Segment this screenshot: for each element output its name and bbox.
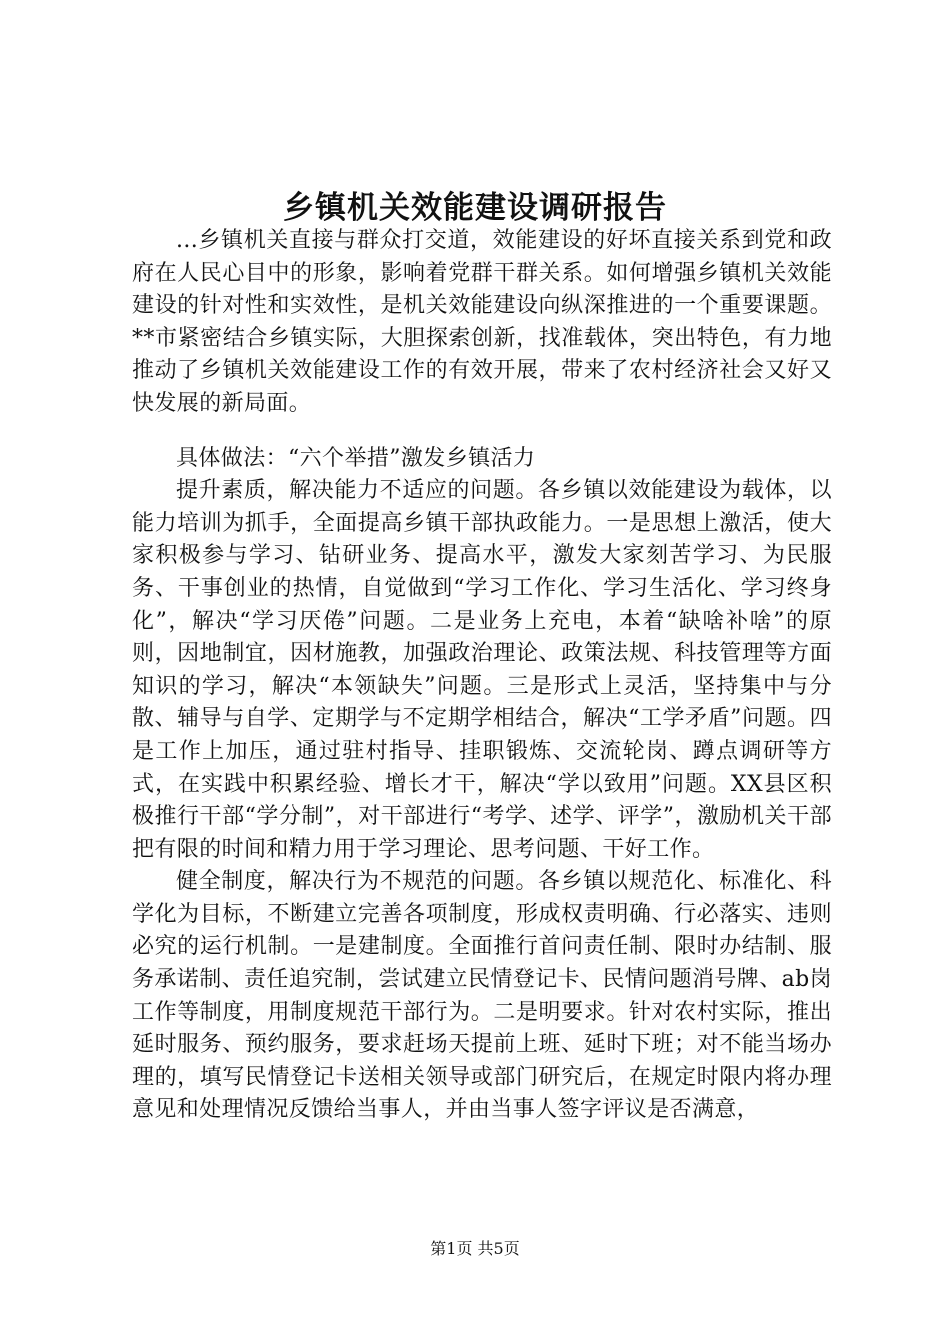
section-heading: 具体做法：“六个举措”激发乡镇活力 [176,445,536,471]
document-title: 乡镇机关效能建设调研报告 [283,190,667,226]
body-paragraph-system: 健全制度，解决行为不规范的问题。各乡镇以规范化、标准化、科学化为目标，不断建立完善各项制度，形成权责明确、行必落实、违则必究的运行机制。一是建制度。全面推行首问责任制、限时办结制、服务承诺制、责任追究制，尝试建立民情登记卡、民情问题消号牌、ab岗工作等制度，用制度规范干部行为。二是明要求。针对农村实际，推出延时服务、预约服务，要求赶场天提前上班、延时下班；对不能当场办理的，填写民情登记卡送相关领导或部门研究后，在规定时限内将办理意见和处理情况反馈给当事人，并由当事人签字评议是否满意， [132,869,833,1123]
document-body [132,225,832,1127]
intro-paragraph: ...乡镇机关直接与群众打交道，效能建设的好坏直接关系到党和政府在人民心目中的形象，影响着党群干群关系。如何增强乡镇机关效能建设的针对性和实效性，是机关效能建设向纵深推进的一个重要课题。**市紧密结合乡镇实际，大胆探索创新，找准载体，突出特色，有力地推动了乡镇机关效能建设工作的有效开展，带来了农村经济社会又好又快发展的新局面。 [132,228,832,416]
body-paragraph-quality: 提升素质，解决能力不适应的问题。各乡镇以效能建设为载体，以能力培训为抓手，全面提高乡镇干部执政能力。一是思想上激活，使大家积极参与学习、钻研业务、提高水平，激发大家刻苦学习、为民服务、干事创业的热情，自觉做到“学习工作化、学习生活化、学习终身化”，解决“学习厌倦”问题。二是业务上充电，本着“缺啥补啥”的原则，因地制宜，因材施教，加强政治理论、政策法规、科技管理等方面知识的学习，解决“本领缺失”问题。三是形式上灵活，坚持集中与分散、辅导与自学、定期学与不定期学相结合，解决“工学矛盾”问题。四是工作上加压，通过驻村指导、挂职锻炼、交流轮岗、蹲点调研等方式，在实践中积累经验、增长才干，解决“学以致用”问题。XX县区积极推行干部“学分制”，对干部进行“考学、述学、评学”，激励机关干部把有限的时间和精力用于学习理论、思考问题、干好工作。 [132,478,832,862]
page-footer: 第1页 共5页 [430,1239,520,1258]
